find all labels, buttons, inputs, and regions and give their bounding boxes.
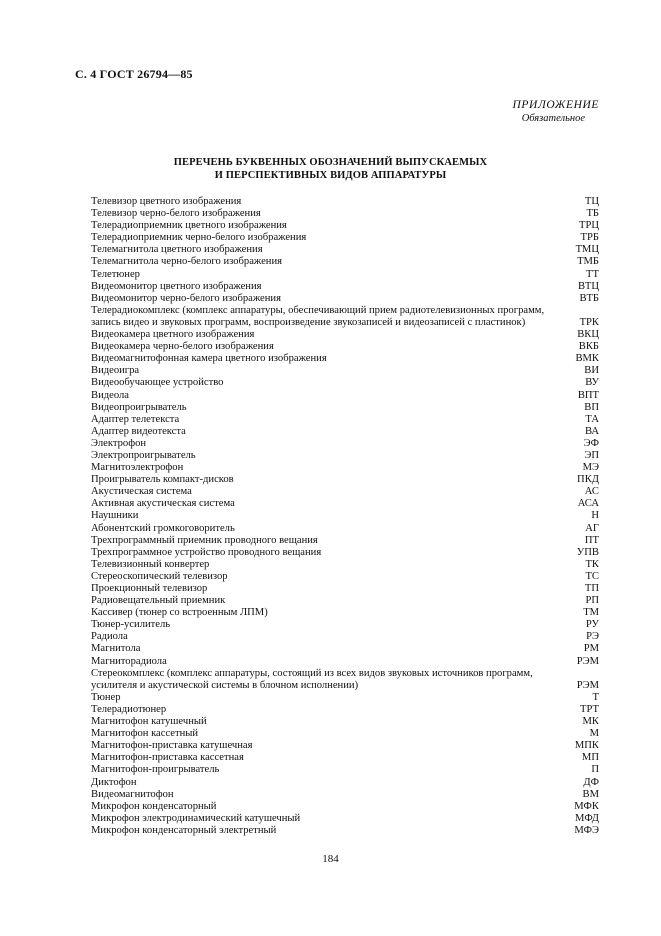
designation-list [77, 196, 599, 837]
list-item [77, 329, 599, 341]
page-header: С. 4 ГОСТ 26794—85 [75, 67, 193, 81]
list-item [77, 450, 599, 462]
item-name: Телемагнитола черно-белого изображения [91, 256, 283, 268]
item-name: Стереоскопический телевизор [91, 570, 228, 582]
list-item [77, 752, 599, 764]
item-code: ТТ [586, 268, 599, 280]
item-code: РЭМ [576, 655, 599, 667]
item-name: Видеокамера черно-белого изображения [91, 341, 274, 353]
item-code: ТРБ [580, 232, 599, 244]
list-item [77, 704, 599, 716]
item-name: Трехпрограммное устройство проводного вещания [91, 546, 322, 558]
item-code: МП [581, 752, 599, 764]
item-code: ТБ [586, 208, 599, 220]
list-item [77, 305, 599, 329]
list-item [77, 510, 599, 522]
item-code: ВП [584, 401, 599, 413]
list-item [77, 571, 599, 583]
item-name: Акустическая система [91, 486, 192, 498]
list-item [77, 244, 599, 256]
item-code: ТК [585, 558, 599, 570]
item-code: ВМК [575, 353, 599, 365]
item-name: Видеомагнитофонная камера цветного изображения [91, 353, 327, 365]
list-item [77, 474, 599, 486]
item-code: МПК [574, 740, 599, 752]
item-code: ЭП [584, 449, 599, 461]
item-code: АГ [585, 522, 599, 534]
item-code: Т [592, 691, 599, 703]
item-name: Видеокамера цветного изображения [91, 329, 255, 341]
item-name: Телерадиокомплекс (комплекс аппаратуры, обеспечивающий прием радиотелевизионных программ, запись видео и звуковых программ, воспроизведение звукозаписей и видеозаписей с пластинок) [91, 304, 545, 328]
item-name: Активная акустическая система [91, 498, 235, 510]
item-name: Электропроигрыватель [91, 449, 196, 461]
list-item [77, 232, 599, 244]
item-code: ВПТ [577, 389, 599, 401]
page-number: 184 [322, 853, 339, 865]
item-code: МФК [574, 800, 599, 812]
item-code: РМ [583, 643, 599, 655]
item-code: РУ [585, 619, 599, 631]
item-name: Видеопроигрыватель [91, 401, 187, 413]
list-item [77, 607, 599, 619]
item-name: Телерадиоприемник черно-белого изображения [91, 232, 307, 244]
list-item [77, 196, 599, 208]
item-code: ТМЦ [575, 244, 599, 256]
item-name: Трехпрограммный приемник проводного вещания [91, 534, 318, 546]
list-item [77, 656, 599, 668]
item-code: РП [585, 595, 599, 607]
item-name: Видеомонитор цветного изображения [91, 280, 262, 292]
item-name: Телевизионный конвертер [91, 558, 210, 570]
appendix-status: Обязательное [521, 113, 585, 124]
item-code: РЭ [586, 631, 599, 643]
item-name: Видеомонитор черно-белого изображения [91, 292, 281, 304]
item-code: ВТБ [579, 292, 599, 304]
item-name: Кассивер (тюнер со встроенным ЛПМ) [91, 607, 268, 619]
item-name: Адаптер телетекста [91, 413, 180, 425]
list-item [77, 764, 599, 776]
item-name: Микрофон конденсаторный электретный [91, 824, 277, 836]
list-item [77, 740, 599, 752]
list-item [77, 365, 599, 377]
list-item [77, 535, 599, 547]
list-item [77, 220, 599, 232]
list-item [77, 619, 599, 631]
list-item [77, 801, 599, 813]
list-item [77, 426, 599, 438]
item-name: Телерадиотюнер [91, 703, 167, 715]
item-code: АСА [577, 498, 599, 510]
item-code: ВИ [584, 365, 599, 377]
item-code: ВА [584, 425, 599, 437]
item-code: ВКБ [578, 341, 599, 353]
item-name: Магнитола [91, 643, 141, 655]
item-name: Телевизор цветного изображения [91, 196, 242, 207]
list-item [77, 692, 599, 704]
item-name: Видеомагнитофон [91, 788, 174, 800]
item-code: ЭФ [583, 437, 599, 449]
item-code: ТА [585, 413, 599, 425]
item-name: Проекционный телевизор [91, 583, 208, 594]
item-code: ДФ [583, 776, 599, 788]
item-code: ВМ [582, 788, 599, 800]
item-code: М [589, 728, 599, 740]
item-code: Н [591, 510, 599, 522]
list-item [77, 668, 599, 692]
item-code: ВТЦ [577, 280, 599, 292]
item-name: Тюнер [91, 691, 121, 703]
item-name: Видеоигра [91, 365, 140, 377]
list-item [77, 631, 599, 643]
item-code: ПТ [584, 534, 599, 546]
list-item [77, 595, 599, 607]
item-name: Абонентский громкоговоритель [91, 522, 235, 534]
list-item [77, 583, 599, 595]
item-code: ТМБ [577, 256, 599, 268]
item-name: Магнитофон катушечный [91, 716, 207, 728]
item-name: Телерадиоприемник цветного изображения [91, 220, 287, 232]
item-code: ТМ [583, 607, 599, 619]
list-item [77, 269, 599, 281]
item-code: ТРТ [580, 703, 599, 715]
list-item [77, 438, 599, 450]
item-code: ТРК [579, 316, 599, 328]
list-item [77, 559, 599, 571]
item-name: Видеола [91, 389, 129, 401]
item-name: Адаптер видеотекста [91, 425, 186, 437]
item-name: Электрофон [91, 437, 147, 449]
list-item [77, 789, 599, 801]
list-item [77, 208, 599, 220]
item-name: Магнитофон-проигрыватель [91, 764, 220, 776]
item-name: Видеообучающее устройство [91, 377, 224, 389]
item-name: Микрофон конденсаторный [91, 800, 217, 812]
item-code: МФЭ [574, 824, 599, 836]
item-name: Магнитофон-приставка кассетная [91, 752, 244, 764]
item-name: Наушники [91, 510, 139, 522]
list-item [77, 353, 599, 365]
appendix-title: ПРИЛОЖЕНИЕ [512, 99, 599, 111]
document-title [0, 157, 661, 182]
item-name: Телемагнитола цветного изображения [91, 244, 263, 256]
list-item [77, 643, 599, 655]
list-item [77, 716, 599, 728]
item-name: Проигрыватель компакт-дисков [91, 474, 234, 486]
item-code: ТРЦ [578, 220, 599, 232]
list-item [77, 728, 599, 740]
list-item [77, 462, 599, 474]
item-code: МФД [575, 812, 599, 824]
title-line-1: ПЕРЕЧЕНЬ БУКВЕННЫХ ОБОЗНАЧЕНИЙ ВЫПУСКАЕМЫХ [173, 157, 488, 168]
item-code: УПВ [576, 546, 599, 558]
list-item [77, 414, 599, 426]
list-item [77, 486, 599, 498]
item-name: Микрофон электродинамический катушечный [91, 812, 301, 824]
title-line-2: И ПЕРСПЕКТИВНЫХ ВИДОВ АППАРАТУРЫ [214, 169, 447, 181]
list-item [77, 813, 599, 825]
list-item [77, 547, 599, 559]
appendix-label [513, 98, 599, 125]
item-code: П [591, 764, 599, 776]
list-item [77, 498, 599, 510]
item-code: ПКД [577, 474, 599, 486]
item-name: Магнитофон кассетный [91, 728, 199, 740]
list-item [77, 825, 599, 837]
item-name: Радиовещательный приемник [91, 595, 226, 607]
item-code: ТС [585, 570, 599, 582]
list-item [77, 341, 599, 353]
item-code: МК [582, 716, 599, 728]
list-item [77, 523, 599, 535]
list-item [77, 256, 599, 268]
item-name: Магниторадиола [91, 655, 167, 667]
item-name: Магнитоэлектрофон [91, 462, 184, 474]
item-code: ТП [584, 583, 599, 594]
item-name: Стереокомплекс (комплекс аппаратуры, состоящий из всех видов звуковых источников программ, усилителя и акустической системы в блочном исполнении) [91, 667, 533, 691]
item-code: МЭ [582, 462, 599, 474]
list-item [77, 777, 599, 789]
item-name: Телетюнер [91, 268, 140, 280]
item-code: ТЦ [584, 196, 599, 207]
item-name: Магнитофон-приставка катушечная [91, 740, 253, 752]
item-code: АС [584, 486, 599, 498]
list-item [77, 293, 599, 305]
item-code: ВУ [585, 377, 599, 389]
item-code: РЭМ [576, 679, 599, 691]
item-name: Радиола [91, 631, 128, 643]
list-item [77, 390, 599, 402]
list-item [77, 402, 599, 414]
item-name: Телевизор черно-белого изображения [91, 208, 261, 220]
list-item [77, 377, 599, 389]
item-name: Диктофон [91, 776, 137, 788]
item-name: Тюнер-усилитель [91, 619, 171, 631]
list-item [77, 281, 599, 293]
item-code: ВКЦ [577, 329, 599, 341]
